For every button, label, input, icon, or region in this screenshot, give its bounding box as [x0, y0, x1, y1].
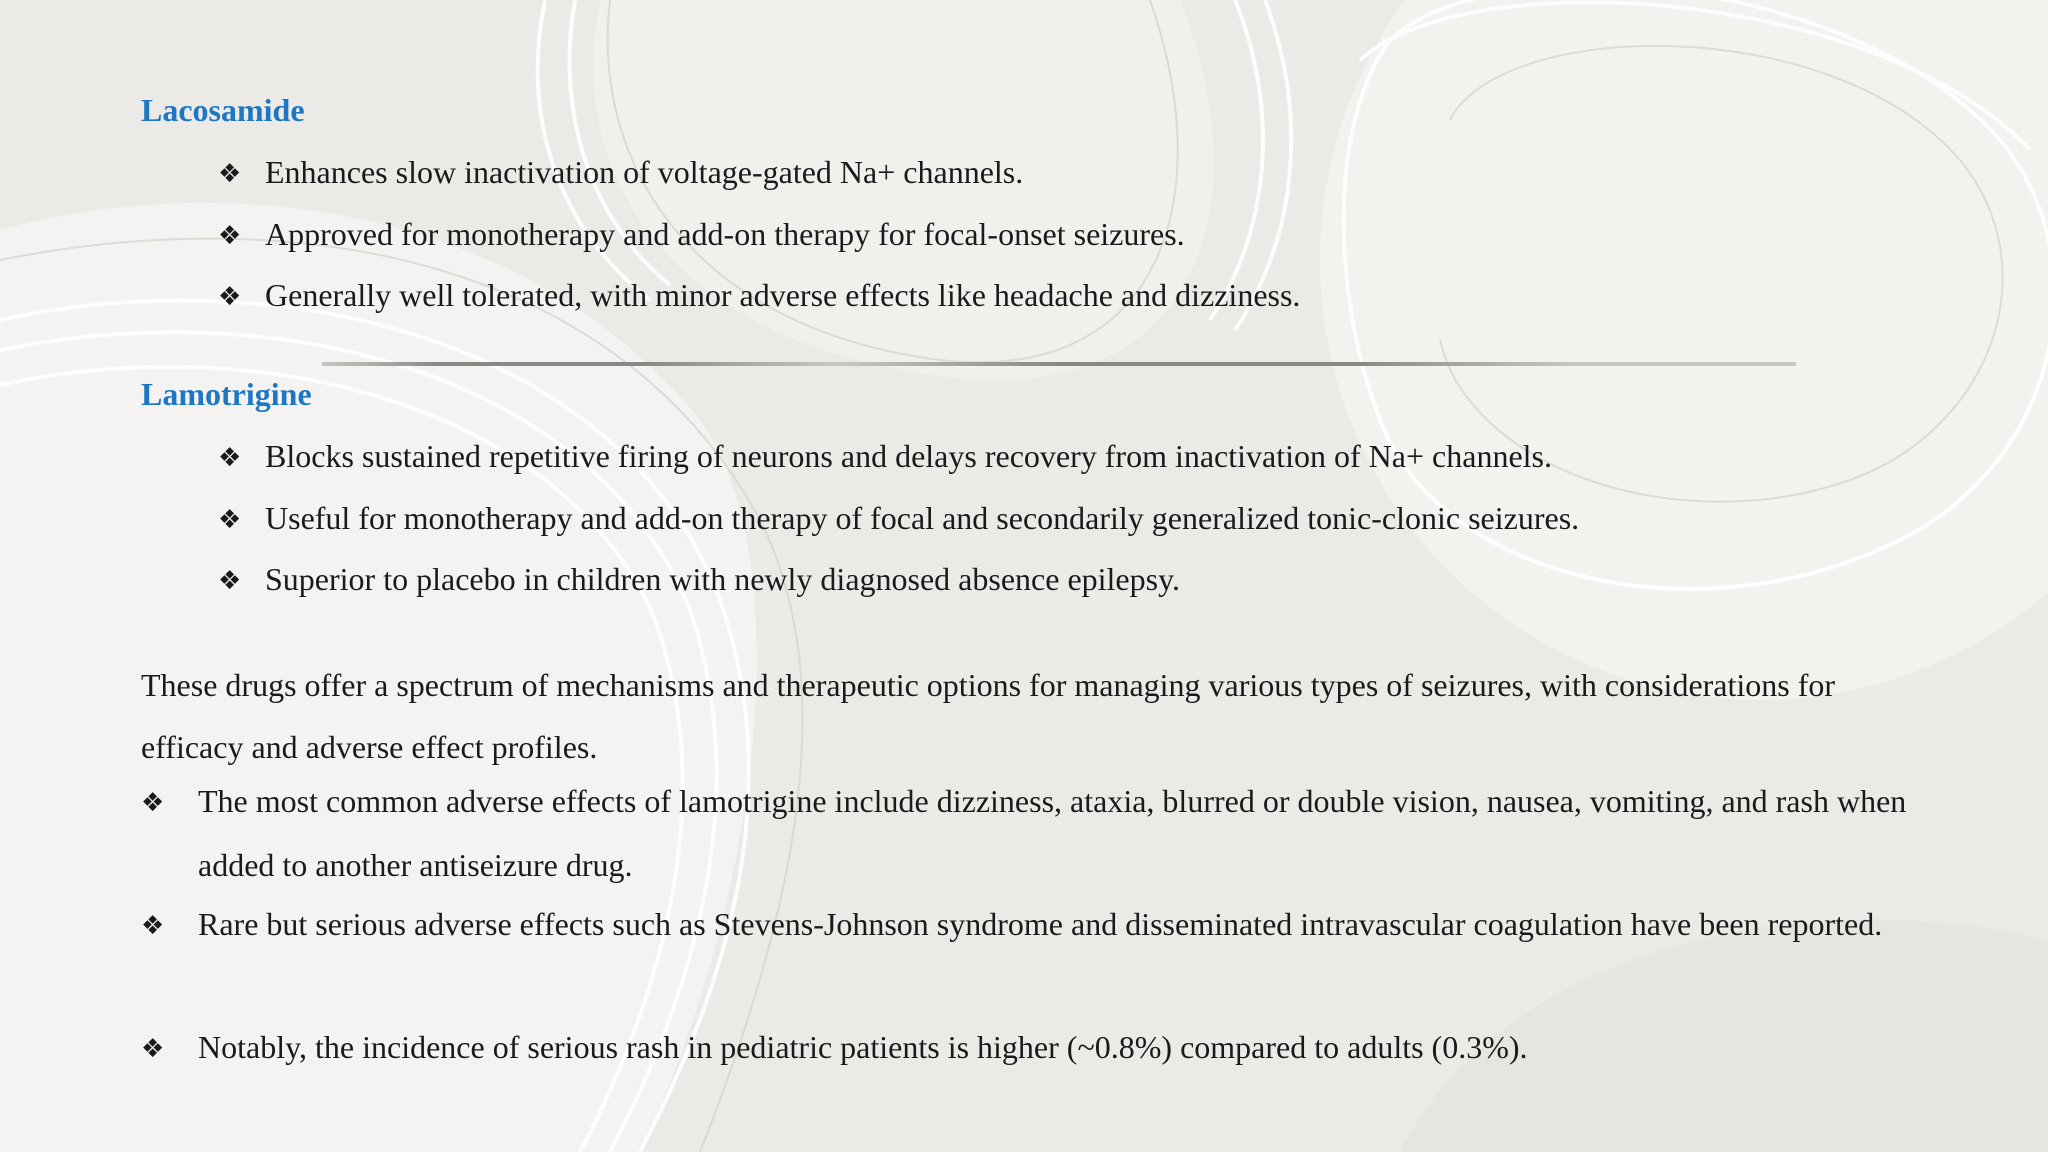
lacosamide-point-text: Approved for monotherapy and add-on therapy for focal-onset seizures.	[265, 216, 1185, 252]
lamotrigine-point-text: Superior to placebo in children with newly diagnosed absence epilepsy.	[265, 561, 1180, 597]
adverse-effect-text: The most common adverse effects of lamotrigine include dizziness, ataxia, blurred or double vision, nausea, vomiting, and rash when added to another antiseizure drug.	[198, 783, 1907, 883]
lacosamide-point	[218, 152, 1023, 194]
section-divider	[322, 362, 1796, 366]
section-heading-lamotrigine: Lamotrigine	[141, 376, 312, 412]
adverse-effect-text: Notably, the incidence of serious rash in pediatric patients is higher (~0.8%) compared to adults (0.3%).	[198, 1029, 1528, 1065]
lamotrigine-point	[218, 436, 1552, 478]
diamond-bullet-icon: ❖	[141, 788, 165, 818]
adverse-effect-text: Rare but serious adverse effects such as Stevens-Johnson syndrome and disseminated intravascular coagulation have been reported.	[198, 906, 1883, 942]
lamotrigine-point	[218, 498, 1579, 540]
diamond-bullet-icon: ❖	[218, 443, 242, 473]
diamond-bullet-icon: ❖	[218, 566, 242, 596]
section-heading-lacosamide: Lacosamide	[141, 92, 305, 128]
adverse-effect-point	[141, 771, 1978, 896]
summary-paragraph: These drugs offer a spectrum of mechanisms and therapeutic options for managing various types of seizures, with considerations for efficacy and adverse effect profiles.	[141, 667, 1836, 765]
lamotrigine-point-text: Useful for monotherapy and add-on therapy of focal and secondarily generalized tonic-clonic seizures.	[265, 500, 1580, 536]
diamond-bullet-icon: ❖	[218, 282, 242, 312]
lacosamide-point-text: Generally well tolerated, with minor adverse effects like headache and dizziness.	[265, 277, 1301, 313]
diamond-bullet-icon: ❖	[218, 221, 242, 251]
diamond-bullet-icon: ❖	[218, 159, 242, 189]
diamond-bullet-icon: ❖	[141, 1034, 165, 1064]
lamotrigine-point-text: Blocks sustained repetitive firing of neurons and delays recovery from inactivation of Na+ channels.	[265, 438, 1552, 474]
diamond-bullet-icon: ❖	[141, 911, 165, 941]
adverse-effect-point	[141, 894, 1978, 958]
lacosamide-point	[218, 214, 1185, 256]
lacosamide-point	[218, 275, 1300, 317]
adverse-effect-point	[141, 1017, 1978, 1081]
lamotrigine-point	[218, 559, 1180, 601]
lacosamide-point-text: Enhances slow inactivation of voltage-gated Na+ channels.	[265, 154, 1024, 190]
diamond-bullet-icon: ❖	[218, 505, 242, 535]
